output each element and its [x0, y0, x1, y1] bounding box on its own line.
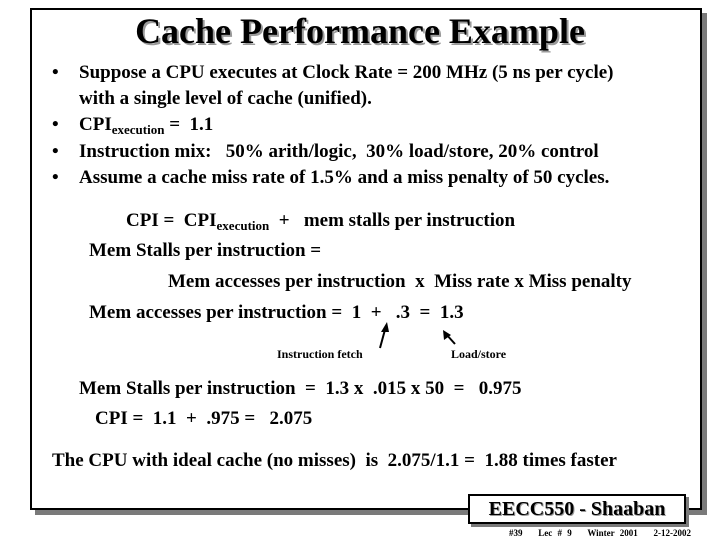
- fetch-arrow-head: [381, 322, 389, 332]
- bullet-marker: •: [52, 62, 59, 83]
- annotation-load-store: Load/store: [451, 347, 507, 361]
- course-badge: EECC550 - Shaaban: [468, 494, 686, 524]
- mem-accesses-formula: Mem accesses per instruction x Miss rate x Miss penalty: [168, 271, 632, 292]
- bullet-cpi-pre: CPI: [79, 114, 112, 135]
- slide-title: Cache Performance Example: [135, 11, 585, 51]
- conclusion: The CPU with ideal cache (no misses) is 2.075/1.1 = 1.88 times faster: [52, 450, 617, 471]
- mem-stalls-value: Mem Stalls per instruction = 1.3 x .015 x 50 = 0.975: [79, 378, 522, 399]
- bullet-marker: •: [52, 114, 59, 135]
- bullet-miss-text: Assume a cache miss rate of 1.5% and a miss penalty of 50 cycles.: [79, 167, 610, 188]
- slide-footer: #39 Lec # 9 Winter 2001 2-12-2002: [509, 528, 691, 538]
- bullet-cpi-subscript: execution: [111, 122, 165, 137]
- cpi-equation-pre: CPI = CPI: [126, 210, 217, 231]
- bullet-cpu-line2: with a single level of cache (unified).: [79, 88, 372, 109]
- mem-stalls-label: Mem Stalls per instruction =: [89, 240, 322, 261]
- mem-accesses-value: Mem accesses per instruction = 1 + .3 = 1.3: [89, 302, 464, 323]
- bullet-mix-text: Instruction mix: 50% arith/logic, 30% load/store, 20% control: [79, 141, 599, 162]
- bullet-cpi-post: = 1.1: [164, 114, 214, 135]
- bullet-marker: •: [52, 167, 59, 188]
- annotation-instruction-fetch: Instruction fetch: [277, 347, 363, 361]
- cpi-equation-post: + mem stalls per instruction: [269, 210, 516, 231]
- bullet-marker: •: [52, 141, 59, 162]
- bullet-cpu-line1: Suppose a CPU executes at Clock Rate = 200 MHz (5 ns per cycle): [79, 62, 614, 83]
- cpi-equation-subscript: execution: [216, 218, 270, 233]
- cpi-value: CPI = 1.1 + .975 = 2.075: [95, 408, 313, 429]
